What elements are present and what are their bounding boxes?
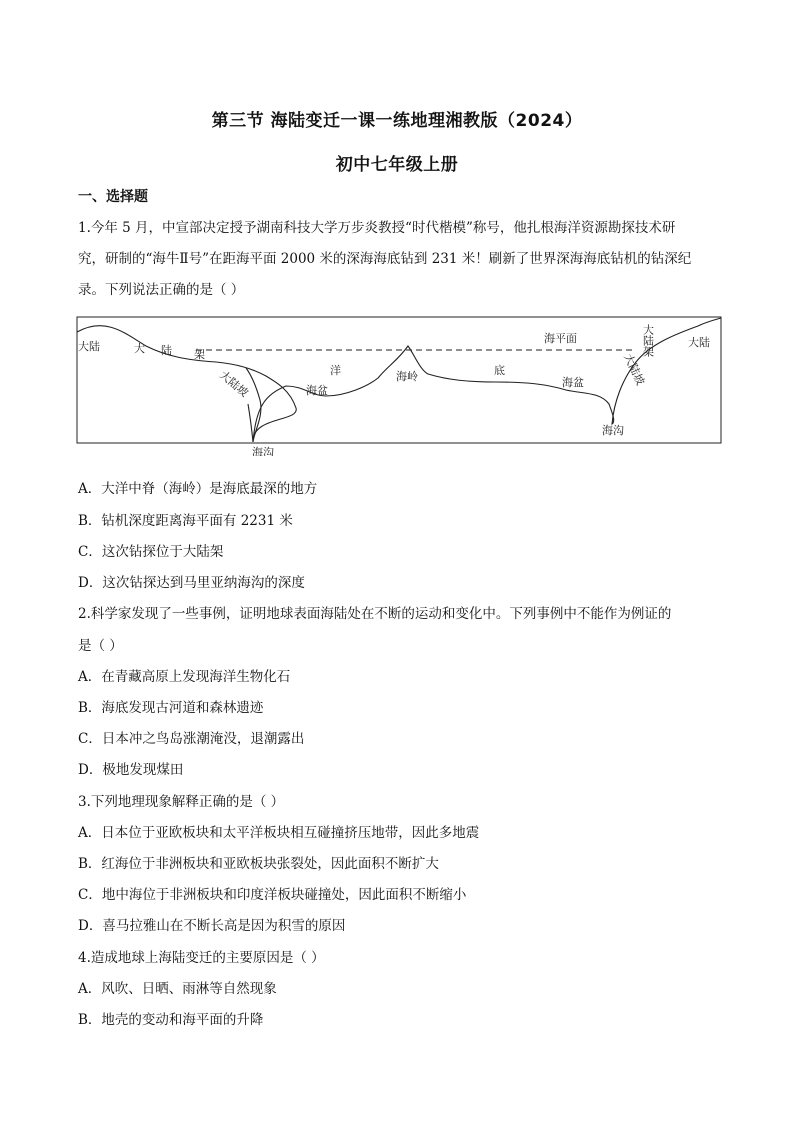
label-ridge: 海岭: [396, 370, 418, 383]
question-2-option-a: A．在青藏高原上发现海洋生物化石: [78, 669, 291, 685]
question-3-option-b: B．红海位于非洲板块和亚欧板块张裂处，因此面积不断扩大: [78, 856, 439, 872]
question-1-stem-line-3: 录。下列说法正确的是（ ）: [78, 282, 245, 298]
question-1-option-d: D．这次钻探达到马里亚纳海沟的深度: [78, 575, 305, 591]
label-trench-left: 海沟: [252, 446, 274, 456]
label-ocean-2: 底: [494, 364, 505, 377]
label-sea-level: 海平面: [544, 332, 577, 345]
question-3-option-a: A．日本位于亚欧板块和太平洋板块相互碰撞挤压地带，因此多地震: [78, 825, 480, 841]
label-continent-left: 大陆: [78, 340, 100, 353]
label-shelf-right: 大陆架: [641, 324, 655, 357]
question-1-stem-line-1: 1.今年 5 月，中宣部决定授予湖南科技大学万步炎教授“时代楷模”称号，他扎根海洋资源勘探技术研: [78, 220, 676, 236]
section-heading: 一、选择题: [78, 189, 148, 205]
label-basin-left: 海盆: [306, 384, 328, 397]
label-continent-right: 大陆: [688, 336, 710, 349]
left-trench: [246, 368, 261, 442]
label-basin-right: 海盆: [562, 376, 584, 389]
question-4-stem: 4.造成地球上海陆变迁的主要原因是（ ）: [78, 950, 325, 966]
question-3-option-c: C．地中海位于非洲板块和印度洋板块碰撞处，因此面积不断缩小: [78, 887, 467, 903]
question-1-option-a: A．大洋中脊（海岭）是海底最深的地方: [78, 481, 318, 497]
label-slope-left: 大陆坡: [217, 368, 251, 400]
question-2-option-c: C．日本冲之鸟岛涨潮淹没，退潮露出: [78, 731, 305, 747]
label-slope-right: 大陆坡: [621, 351, 648, 388]
question-2-option-b: B．海底发现古河道和森林遗迹: [78, 700, 264, 716]
question-2-stem-line-1: 2.科学家发现了一些事例，证明地球表面海陆处在不断的运动和变化中。下列事例中不能作为例证的: [78, 606, 672, 622]
label-shelf-left-2: 陆: [161, 344, 172, 357]
label-shelf-left-1: 大: [134, 342, 145, 355]
question-4-option-b: B．地壳的变动和海平面的升降: [78, 1012, 264, 1028]
question-1-stem-line-2: 究，研制的“海牛Ⅱ号”在距海平面 2000 米的深海海底钻到 231 米！刷新了世界深海海底钻机的钻深纪: [78, 251, 692, 267]
question-2-option-d: D．极地发现煤田: [78, 762, 184, 778]
question-3-stem: 3.下列地理现象解释正确的是（ ）: [78, 794, 285, 810]
question-4-option-a: A．风吹、日晒、雨淋等自然现象: [78, 981, 277, 997]
label-shelf-left-3: 架: [194, 348, 205, 361]
question-1-option-b: B．钻机深度距离海平面有 2231 米: [78, 513, 293, 529]
page-title: 第三节 海陆变迁一课一练地理湘教版（2024）: [211, 111, 583, 131]
page-subtitle: 初中七年级上册: [335, 155, 459, 175]
question-2-stem-line-2: 是（ ）: [78, 638, 123, 654]
question-3-option-d: D．喜马拉雅山在不断长高是因为积雪的原因: [78, 918, 346, 934]
ocean-floor-profile-diagram: [76, 316, 722, 460]
question-1-option-c: C．这次钻探位于大陆架: [78, 544, 224, 560]
label-ocean-1: 洋: [330, 364, 341, 377]
label-trench-right: 海沟: [602, 424, 624, 437]
